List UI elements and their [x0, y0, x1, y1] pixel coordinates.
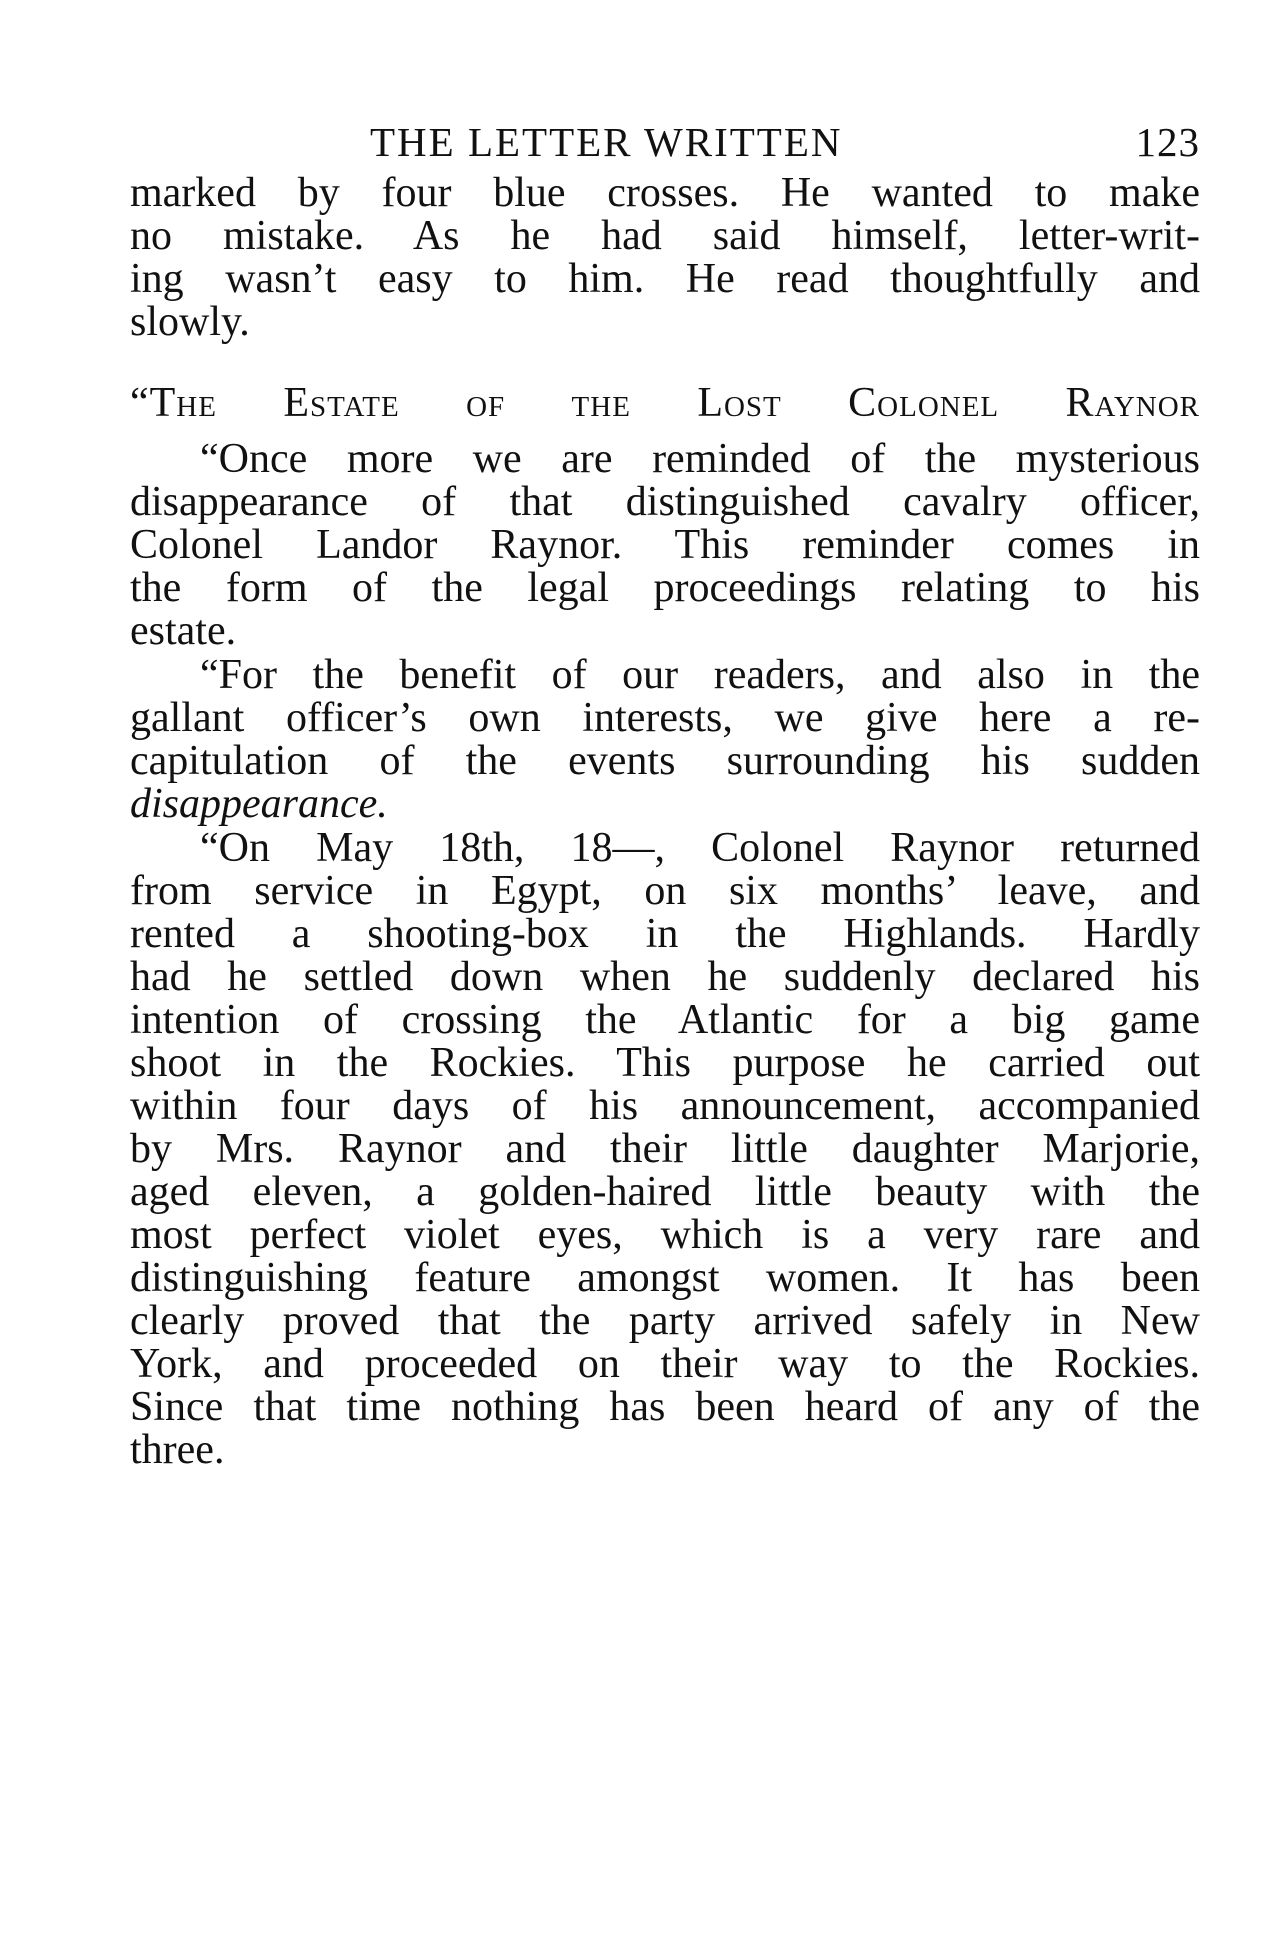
- text-line: marked by four blue crosses. He wanted to make: [130, 170, 1200, 216]
- text-line: “Once more we are reminded of the mysterious: [200, 436, 1200, 482]
- text-line: the form of the legal proceedings relating to his: [130, 565, 1200, 611]
- text-line: capitulation of the events surrounding his sudden: [130, 738, 1200, 784]
- text-line: from service in Egypt, on six months’ leave, and: [130, 868, 1200, 914]
- text-line: gallant officer’s own interests, we give here a re-: [130, 695, 1200, 741]
- text-line: most perfect violet eyes, which is a very rare and: [130, 1212, 1200, 1258]
- text-line: aged eleven, a golden-haired little beauty with the: [130, 1169, 1200, 1215]
- text-line: Since that time nothing has been heard of any of the: [130, 1384, 1200, 1430]
- text-line: ing wasn’t easy to him. He read thoughtfully and: [130, 256, 1200, 302]
- text-line: had he settled down when he suddenly declared his: [130, 954, 1200, 1000]
- text-line: disappearance.: [130, 781, 388, 827]
- text-line: no mistake. As he had said himself, letter-writ-: [130, 213, 1200, 259]
- text-line: distinguishing feature amongst women. It has been: [130, 1255, 1200, 1301]
- text-line: shoot in the Rockies. This purpose he carried out: [130, 1040, 1200, 1086]
- article-heading: “The Estate of the Lost Colonel Raynor: [130, 380, 1200, 426]
- text-line: disappearance of that distinguished cavalry officer,: [130, 479, 1200, 525]
- text-line: York, and proceeded on their way to the Rockies.: [130, 1341, 1200, 1387]
- page-header: [130, 112, 1200, 172]
- running-title: THE LETTER WRITTEN: [370, 119, 843, 165]
- text-line: clearly proved that the party arrived safely in New: [130, 1298, 1200, 1344]
- text-line: within four days of his announcement, accompanied: [130, 1083, 1200, 1129]
- text-line: by Mrs. Raynor and their little daughter Marjorie,: [130, 1126, 1200, 1172]
- text-line: “For the benefit of our readers, and also in the: [200, 652, 1200, 698]
- text-line: rented a shooting-box in the Highlands. Hardly: [130, 911, 1200, 957]
- text-line: three.: [130, 1427, 225, 1473]
- page-number: 123: [1135, 119, 1200, 165]
- text-line: Colonel Landor Raynor. This reminder comes in: [130, 522, 1200, 568]
- text-line: estate.: [130, 608, 237, 654]
- text-line: intention of crossing the Atlantic for a big game: [130, 997, 1200, 1043]
- text-line: “On May 18th, 18—, Colonel Raynor returned: [200, 825, 1200, 871]
- text-line: slowly.: [130, 299, 250, 345]
